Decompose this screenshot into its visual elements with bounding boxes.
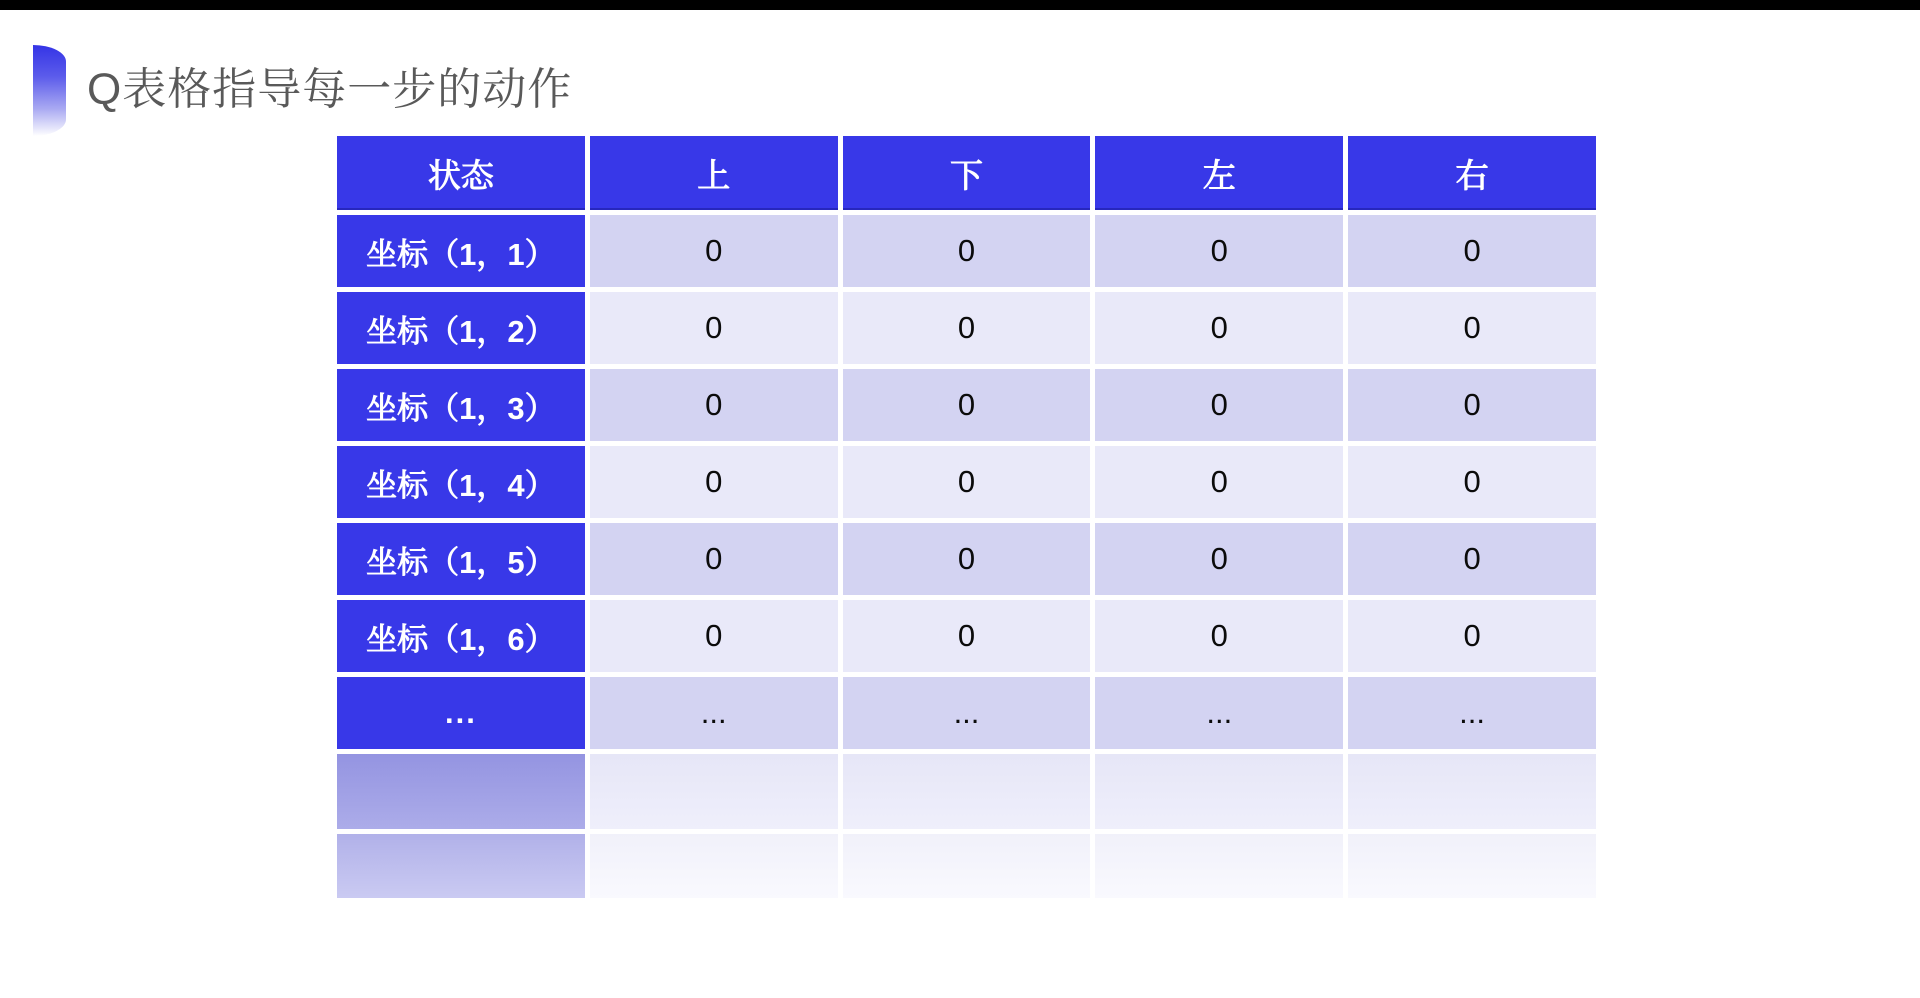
q-value-cell-ellipsis: ... (1348, 677, 1596, 749)
faded-row-cell (1095, 754, 1343, 829)
q-value-cell: 0 (843, 446, 1091, 518)
q-value-cell: 0 (1348, 369, 1596, 441)
row-label: 坐标（1，4） (337, 446, 585, 518)
q-value-cell: 0 (1095, 523, 1343, 595)
q-value-cell: 0 (1095, 600, 1343, 672)
q-value-cell: 0 (843, 523, 1091, 595)
row-label: 坐标（1，1） (337, 215, 585, 287)
row-label: 坐标（1，2） (337, 292, 585, 364)
q-table-header-down: 下 (843, 136, 1091, 210)
q-value-cell: 0 (1348, 446, 1596, 518)
q-value-cell: 0 (1348, 600, 1596, 672)
faded-row-cell (1348, 754, 1596, 829)
faded-row-label (337, 754, 585, 829)
q-value-cell: 0 (1348, 292, 1596, 364)
q-table-header-up: 上 (590, 136, 838, 210)
faded-row-cell (1095, 834, 1343, 898)
q-value-cell: 0 (1348, 215, 1596, 287)
q-value-cell: 0 (590, 292, 838, 364)
faded-row-cell (843, 754, 1091, 829)
title-half-circle-decoration (33, 45, 66, 136)
row-label: 坐标（1，6） (337, 600, 585, 672)
row-label: 坐标（1，3） (337, 369, 585, 441)
q-value-cell: 0 (590, 600, 838, 672)
q-value-cell: 0 (1095, 446, 1343, 518)
faded-row-cell (843, 834, 1091, 898)
q-value-cell-ellipsis: ... (843, 677, 1091, 749)
q-value-cell: 0 (590, 523, 838, 595)
q-value-cell: 0 (1348, 523, 1596, 595)
q-value-cell: 0 (590, 215, 838, 287)
q-value-cell: 0 (1095, 369, 1343, 441)
q-value-cell: 0 (590, 446, 838, 518)
q-table-header-state: 状态 (337, 136, 585, 210)
q-table (337, 136, 1596, 898)
row-label-ellipsis: ... (337, 677, 585, 749)
q-value-cell: 0 (843, 600, 1091, 672)
faded-row-cell (590, 754, 838, 829)
q-value-cell: 0 (843, 215, 1091, 287)
q-table-header-left: 左 (1095, 136, 1343, 210)
q-value-cell: 0 (590, 369, 838, 441)
faded-row-label (337, 834, 585, 898)
q-value-cell-ellipsis: ... (1095, 677, 1343, 749)
q-value-cell: 0 (843, 292, 1091, 364)
page-title: Q表格指导每一步的动作 (87, 65, 573, 114)
q-value-cell-ellipsis: ... (590, 677, 838, 749)
row-label: 坐标（1，5） (337, 523, 585, 595)
top-black-bar (0, 0, 1920, 10)
faded-row-cell (1348, 834, 1596, 898)
q-value-cell: 0 (843, 369, 1091, 441)
faded-row-cell (590, 834, 838, 898)
q-value-cell: 0 (1095, 215, 1343, 287)
q-value-cell: 0 (1095, 292, 1343, 364)
q-table-header-right: 右 (1348, 136, 1596, 210)
